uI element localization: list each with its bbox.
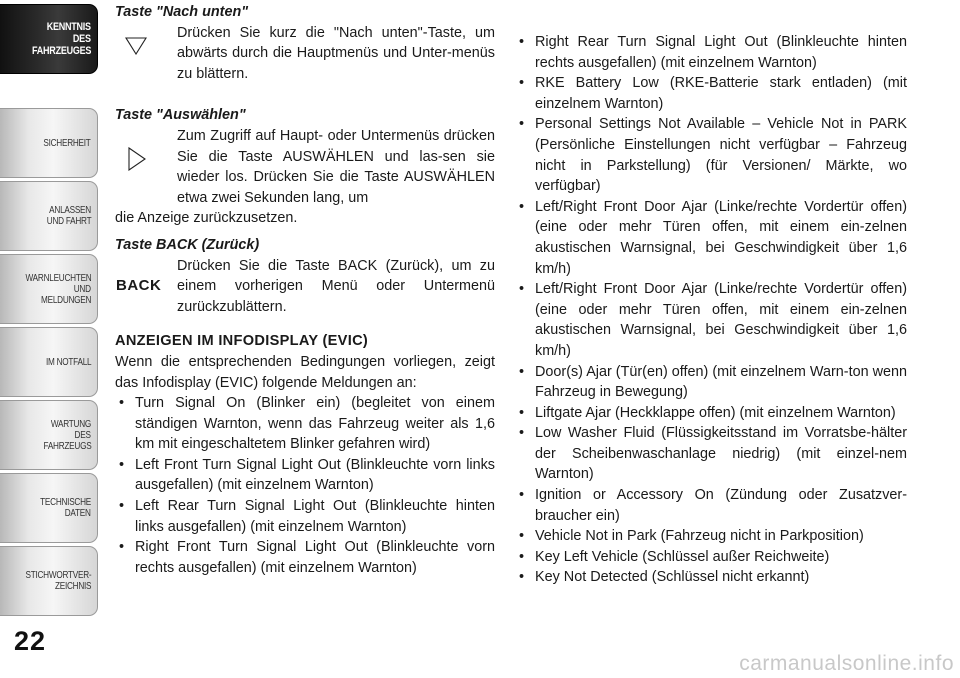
tab-label: UND bbox=[73, 283, 91, 295]
list-item: • RKE Battery Low (RKE-Batterie stark entladen) (mit einzelnem Warnton) bbox=[515, 73, 907, 114]
key-select-description-tail: die Anzeige zurückzusetzen. bbox=[115, 210, 298, 227]
tab-anlassen-und-fahrt[interactable] bbox=[0, 181, 98, 251]
message-list-right bbox=[515, 32, 907, 588]
tab-label: MELDUNGEN bbox=[40, 294, 91, 306]
tab-label: DES bbox=[74, 429, 91, 441]
list-item: • Left/Right Front Door Ajar (Linke/rechte Vordertür offen) (eine oder mehr Türen offen, mit einem ein-zelnen akustischen Warnsignal, bei Geschwindigkeit über 1,6 km/h) bbox=[515, 279, 907, 361]
key-down-title: Taste "Nach unten" bbox=[115, 4, 249, 20]
right-column bbox=[515, 0, 907, 588]
tab-label: SICHERHEIT bbox=[43, 137, 91, 149]
key-down-block bbox=[115, 23, 495, 85]
list-item: • Right Rear Turn Signal Light Out (Blinkleuchte hinten rechts ausgefallen) (mit einzelnem Warnton) bbox=[515, 32, 907, 73]
key-select-block bbox=[115, 126, 495, 208]
key-back-block bbox=[115, 256, 495, 318]
triangle-right-icon bbox=[128, 147, 146, 178]
intro-paragraph: Wenn die entsprechenden Bedingungen vorliegen, zeigt das Infodisplay (EVIC) folgende Meldungen an: bbox=[115, 353, 495, 391]
list-item: • Turn Signal On (Blinker ein) (begleitet von einem ständigen Warnton, wenn das Fahrzeug weiter als 1,6 km mit eingeschaltetem Blinker gefahren wird) bbox=[115, 393, 495, 455]
list-item: • Right Front Turn Signal Light Out (Blinkleuchte vorn rechts ausgefallen) (mit einzelnem Warnton) bbox=[115, 537, 495, 578]
tab-label: ZEICHNIS bbox=[54, 581, 91, 592]
key-back-title: Taste BACK (Zurück) bbox=[115, 236, 260, 253]
tab-kenntnis-des-fahrzeuges[interactable] bbox=[0, 4, 98, 74]
list-item: • Vehicle Not in Park (Fahrzeug nicht in Parkposition) bbox=[515, 526, 907, 547]
tab-label: IM NOTFALL bbox=[45, 356, 91, 368]
section-heading: ANZEIGEN IM INFODISPLAY (EVIC) bbox=[115, 333, 369, 350]
tab-im-notfall[interactable] bbox=[0, 327, 98, 397]
list-item: • Liftgate Ajar (Heckklappe offen) (mit einzelnem Warnton) bbox=[515, 403, 907, 424]
page-number: 22 bbox=[14, 626, 47, 656]
list-item: • Left/Right Front Door Ajar (Linke/rechte Vordertür offen) (eine oder mehr Türen offen, mit einem ein-zelnen akustischen Warnsignal, bei Geschwindigkeit über 1,6 km/h) bbox=[515, 197, 907, 279]
tab-label: KENNTNIS bbox=[46, 21, 91, 33]
list-item: • Left Front Turn Signal Light Out (Blinkleuchte vorn links ausgefallen) (mit einzelnem Warnton) bbox=[115, 455, 495, 496]
tab-label: TECHNISCHE bbox=[40, 497, 91, 508]
tab-stichwortverzeichnis[interactable] bbox=[0, 546, 98, 616]
tab-label: UND FAHRT bbox=[46, 216, 91, 227]
list-item: • Ignition or Accessory On (Zündung oder Zusatzver-braucher ein) bbox=[515, 485, 907, 526]
triangle-down-icon bbox=[125, 37, 147, 62]
tab-sicherheit[interactable] bbox=[0, 108, 98, 178]
tab-label: ANLASSEN bbox=[49, 205, 91, 216]
key-select-title: Taste "Auswählen" bbox=[115, 107, 246, 124]
tab-label: WARNLEUCHTEN bbox=[25, 272, 91, 284]
tab-label: FAHRZEUGES bbox=[31, 45, 91, 57]
message-list-left bbox=[115, 393, 495, 578]
list-item: • Key Not Detected (Schlüssel nicht erkannt) bbox=[515, 567, 907, 588]
left-column bbox=[115, 0, 495, 578]
key-select-description: Zum Zugriff auf Haupt- oder Untermenüs drücken Sie die Taste AUSWÄHLEN und las-sen sie wieder los. Drücken Sie die Taste AUSWÄHLEN etwa zwei Sekunden lang, um bbox=[177, 127, 495, 206]
tab-label: FAHRZEUGS bbox=[43, 440, 91, 452]
list-item: • Low Washer Fluid (Flüssigkeitsstand im Vorratsbe-hälter der Scheibenwaschanlage niedrig) (mit einzel-nem Warnton) bbox=[515, 423, 907, 485]
list-item: • Door(s) Ajar (Tür(en) offen) (mit einzelnem Warn-ton wenn Fahrzeug in Bewegung) bbox=[515, 362, 907, 403]
tab-wartung-des-fahrzeugs[interactable] bbox=[0, 400, 98, 470]
watermark: carmanualsonline.info bbox=[739, 652, 954, 675]
tab-warnleuchten-und-meldungen[interactable] bbox=[0, 254, 98, 324]
tab-technische-daten[interactable] bbox=[0, 473, 98, 543]
list-item: • Personal Settings Not Available – Vehicle Not in PARK (Persönliche Einstellungen nicht verfügbar – Fahrzeug nicht in Parkstellung) (für Versionen/ Märkte, wo verfügbar) bbox=[515, 114, 907, 196]
tab-label: STICHWORTVER- bbox=[25, 570, 91, 581]
key-back-description: Drücken Sie die Taste BACK (Zurück), um zu einem vorherigen Menü oder Untermenü zurückzublättern. bbox=[177, 257, 495, 315]
tab-label: DES bbox=[73, 33, 91, 45]
key-down-description: Drücken Sie kurz die "Nach unten"-Taste, um abwärts durch die Hauptmenüs und Unter-menüs zu blättern. bbox=[177, 24, 495, 82]
tab-label: DATEN bbox=[65, 508, 91, 519]
list-item: • Left Rear Turn Signal Light Out (Blinkleuchte hinten links ausgefallen) (mit einzelnem Warnton) bbox=[115, 496, 495, 537]
list-item: • Key Left Vehicle (Schlüssel außer Reichweite) bbox=[515, 547, 907, 568]
chapter-sidebar bbox=[0, 0, 100, 678]
tab-label: WARTUNG bbox=[50, 418, 91, 430]
back-key-icon: BACK bbox=[116, 276, 162, 294]
